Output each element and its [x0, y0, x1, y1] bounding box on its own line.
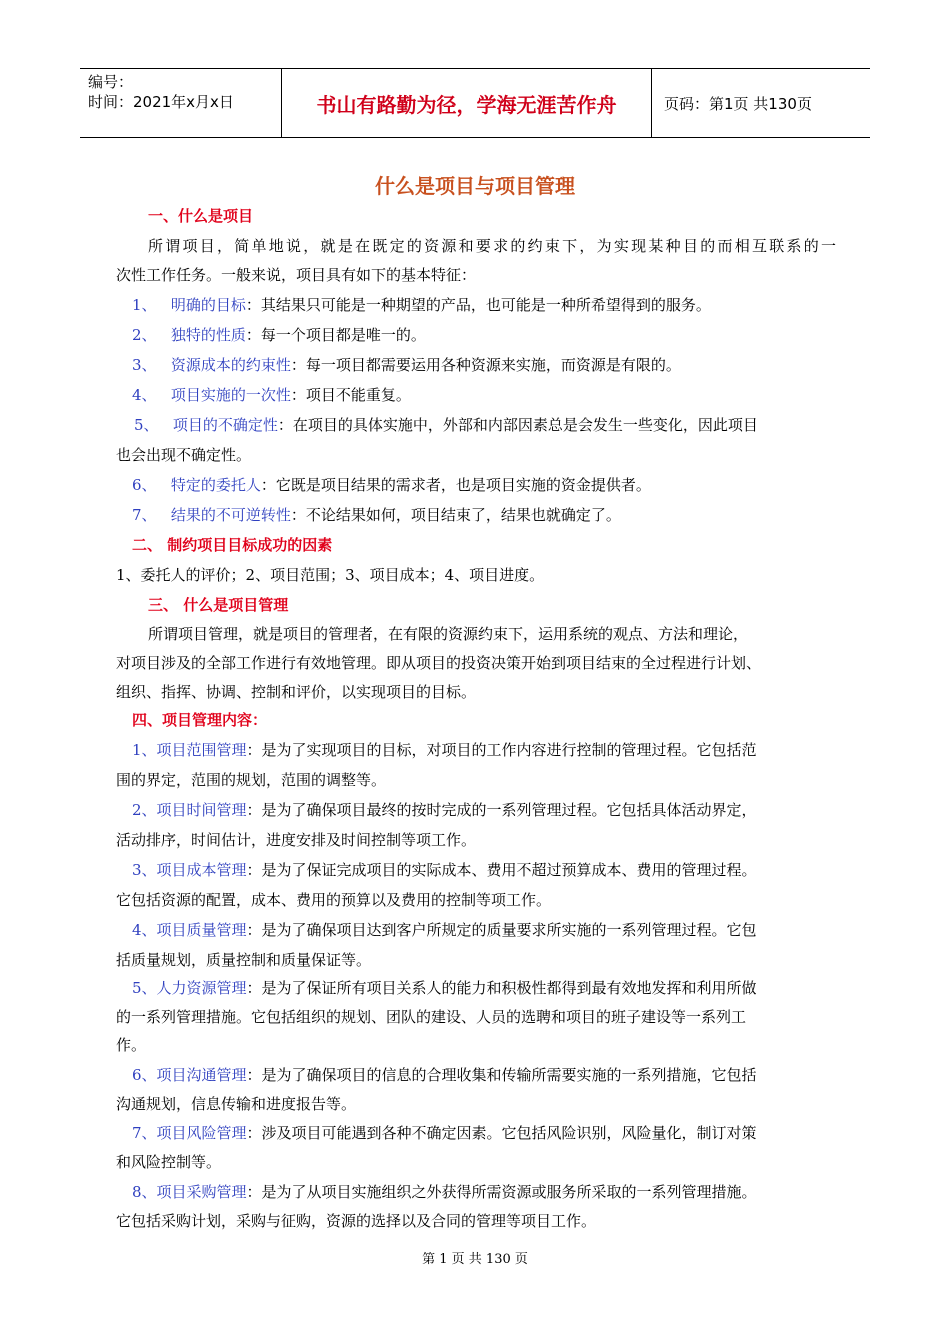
- item-term: 6、项目沟通管理: [132, 1066, 247, 1084]
- paragraph-line: 的一系列管理措施。它包括组织的规划、团队的建设、人员的选聘和项目的班子建设等一系列工: [116, 1008, 747, 1026]
- item-text: ：每一个项目都是唯一的。: [245, 326, 426, 344]
- paragraph-line: 活动排序，时间估计，进度安排及时间控制等项工作。: [116, 831, 477, 849]
- item-text: ：是为了从项目实施组织之外获得所需资源或服务所采取的一系列管理措施。: [246, 1183, 757, 1201]
- item-number: 4、: [132, 386, 157, 404]
- list-item: [132, 800, 852, 820]
- list-item: [134, 415, 854, 435]
- item-text: ：涉及项目可能遇到各种不确定因素。它包括风险识别，风险量化，制订对策: [246, 1124, 757, 1142]
- header-table: [80, 68, 870, 138]
- list-item: [132, 1182, 852, 1202]
- header-left-cell: [80, 69, 282, 137]
- section-heading-2: 二、 制约项目目标成功的因素: [132, 536, 333, 554]
- item-text: ：是为了确保项目最终的按时完成的一系列管理过程。它包括具体活动界定，: [246, 801, 757, 819]
- item-number: 1、: [132, 296, 157, 314]
- item-text: ：每一项目都需要运用各种资源来实施，而资源是有限的。: [290, 356, 681, 374]
- item-text: ：是为了实现项目的目标，对项目的工作内容进行控制的管理过程。它包括范: [246, 741, 757, 759]
- list-item: [132, 385, 852, 405]
- motto: 书山有路勤为径，学海无涯苦作舟: [282, 69, 652, 137]
- item-text: ：是为了确保项目的信息的合理收集和传输所需要实施的一系列措施，它包括: [246, 1066, 757, 1084]
- item-term: 1、项目范围管理: [132, 741, 247, 759]
- paragraph-line: 作。: [116, 1036, 147, 1054]
- page-footer: 第 1 页 共 130 页: [422, 1252, 528, 1267]
- item-term: 7、项目风险管理: [132, 1124, 247, 1142]
- list-item: [132, 978, 852, 998]
- paragraph-line: 所谓项目，简单地说，就是在既定的资源和要求的约束下，为实现某种目的而相互联系的一: [148, 237, 836, 255]
- paragraph-line: 它包括资源的配置，成本、费用的预算以及费用的控制等项工作。: [116, 891, 552, 909]
- list-item: [132, 325, 852, 345]
- paragraph-line: 和风险控制等。: [116, 1153, 222, 1171]
- item-number: 5、: [134, 416, 159, 434]
- item-term: 结果的不可逆转性: [170, 506, 291, 524]
- list-item: [132, 355, 852, 375]
- section-heading-4: 四、项目管理内容：: [132, 711, 268, 729]
- item-number: 3、: [132, 356, 157, 374]
- item-term: 4、项目质量管理: [132, 921, 247, 939]
- paragraph-line: 括质量规划，质量控制和质量保证等。: [116, 951, 372, 969]
- list-item: [132, 475, 852, 495]
- list-item: [132, 505, 852, 525]
- section-heading-1: 一、什么是项目: [148, 207, 254, 225]
- item-term: 8、项目采购管理: [132, 1183, 247, 1201]
- item-text: ：是为了保证所有项目关系人的能力和积极性都得到最有效地发挥和利用所做: [246, 979, 757, 997]
- section-heading-3: 三、 什么是项目管理: [148, 596, 289, 614]
- list-item: [132, 1123, 852, 1143]
- number-label: 编号：: [88, 73, 134, 91]
- list-item: [132, 860, 852, 880]
- item-term: 3、项目成本管理: [132, 861, 247, 879]
- list-item: [132, 740, 852, 760]
- item-number: 6、: [132, 476, 157, 494]
- paragraph-line: 围的界定，范围的规划，范围的调整等。: [116, 771, 387, 789]
- list-item: [132, 1065, 852, 1085]
- item-term: 资源成本的约束性: [170, 356, 291, 374]
- item-text: ：其结果只可能是一种期望的产品，也可能是一种所希望得到的服务。: [245, 296, 711, 314]
- item-term: 2、项目时间管理: [132, 801, 247, 819]
- paragraph-line: 1、委托人的评价；2、项目范围；3、项目成本；4、项目进度。: [116, 566, 545, 584]
- page-title: 什么是项目与项目管理: [375, 174, 575, 198]
- paragraph-line: 所谓项目管理，就是项目的管理者，在有限的资源约束下，运用系统的观点、方法和理论，: [148, 625, 749, 643]
- item-text: ：是为了确保项目达到客户所规定的质量要求所实施的一系列管理过程。它包: [246, 921, 757, 939]
- item-number: 2、: [132, 326, 157, 344]
- time-label: 时间：2021年x月x日: [88, 93, 234, 111]
- item-text: ：在项目的具体实施中，外部和内部因素总是会发生一些变化，因此项目: [277, 416, 758, 434]
- paragraph-line: 次性工作任务。一般来说，项目具有如下的基本特征：: [116, 266, 477, 284]
- item-text: ：它既是项目结果的需求者，也是项目实施的资金提供者。: [260, 476, 651, 494]
- item-term: 5、人力资源管理: [132, 979, 247, 997]
- list-item: [132, 920, 852, 940]
- item-term: 明确的目标: [170, 296, 246, 314]
- item-term: 独特的性质: [170, 326, 246, 344]
- paragraph-line: 组织、指挥、协调、控制和评价，以实现项目的目标。: [116, 683, 477, 701]
- item-text: ：不论结果如何，项目结束了，结果也就确定了。: [290, 506, 621, 524]
- page-code: 页码：第1页 共130页: [664, 94, 812, 113]
- item-term: 项目的不确定性: [172, 416, 278, 434]
- paragraph-line: 它包括采购计划，采购与征购，资源的选择以及合同的管理等项目工作。: [116, 1212, 597, 1230]
- item-text: ：是为了保证完成项目的实际成本、费用不超过预算成本、费用的管理过程。: [246, 861, 757, 879]
- item-term: 特定的委托人: [170, 476, 261, 494]
- item-term: 项目实施的一次性: [170, 386, 291, 404]
- item-text: ：项目不能重复。: [290, 386, 411, 404]
- item-number: 7、: [132, 506, 157, 524]
- paragraph-line: 沟通规划，信息传输和进度报告等。: [116, 1095, 357, 1113]
- list-item: [132, 295, 852, 315]
- paragraph-line: 对项目涉及的全部工作进行有效地管理。即从项目的投资决策开始到项目结束的全过程进行计划、: [116, 654, 762, 672]
- paragraph-line: 也会出现不确定性。: [116, 446, 252, 464]
